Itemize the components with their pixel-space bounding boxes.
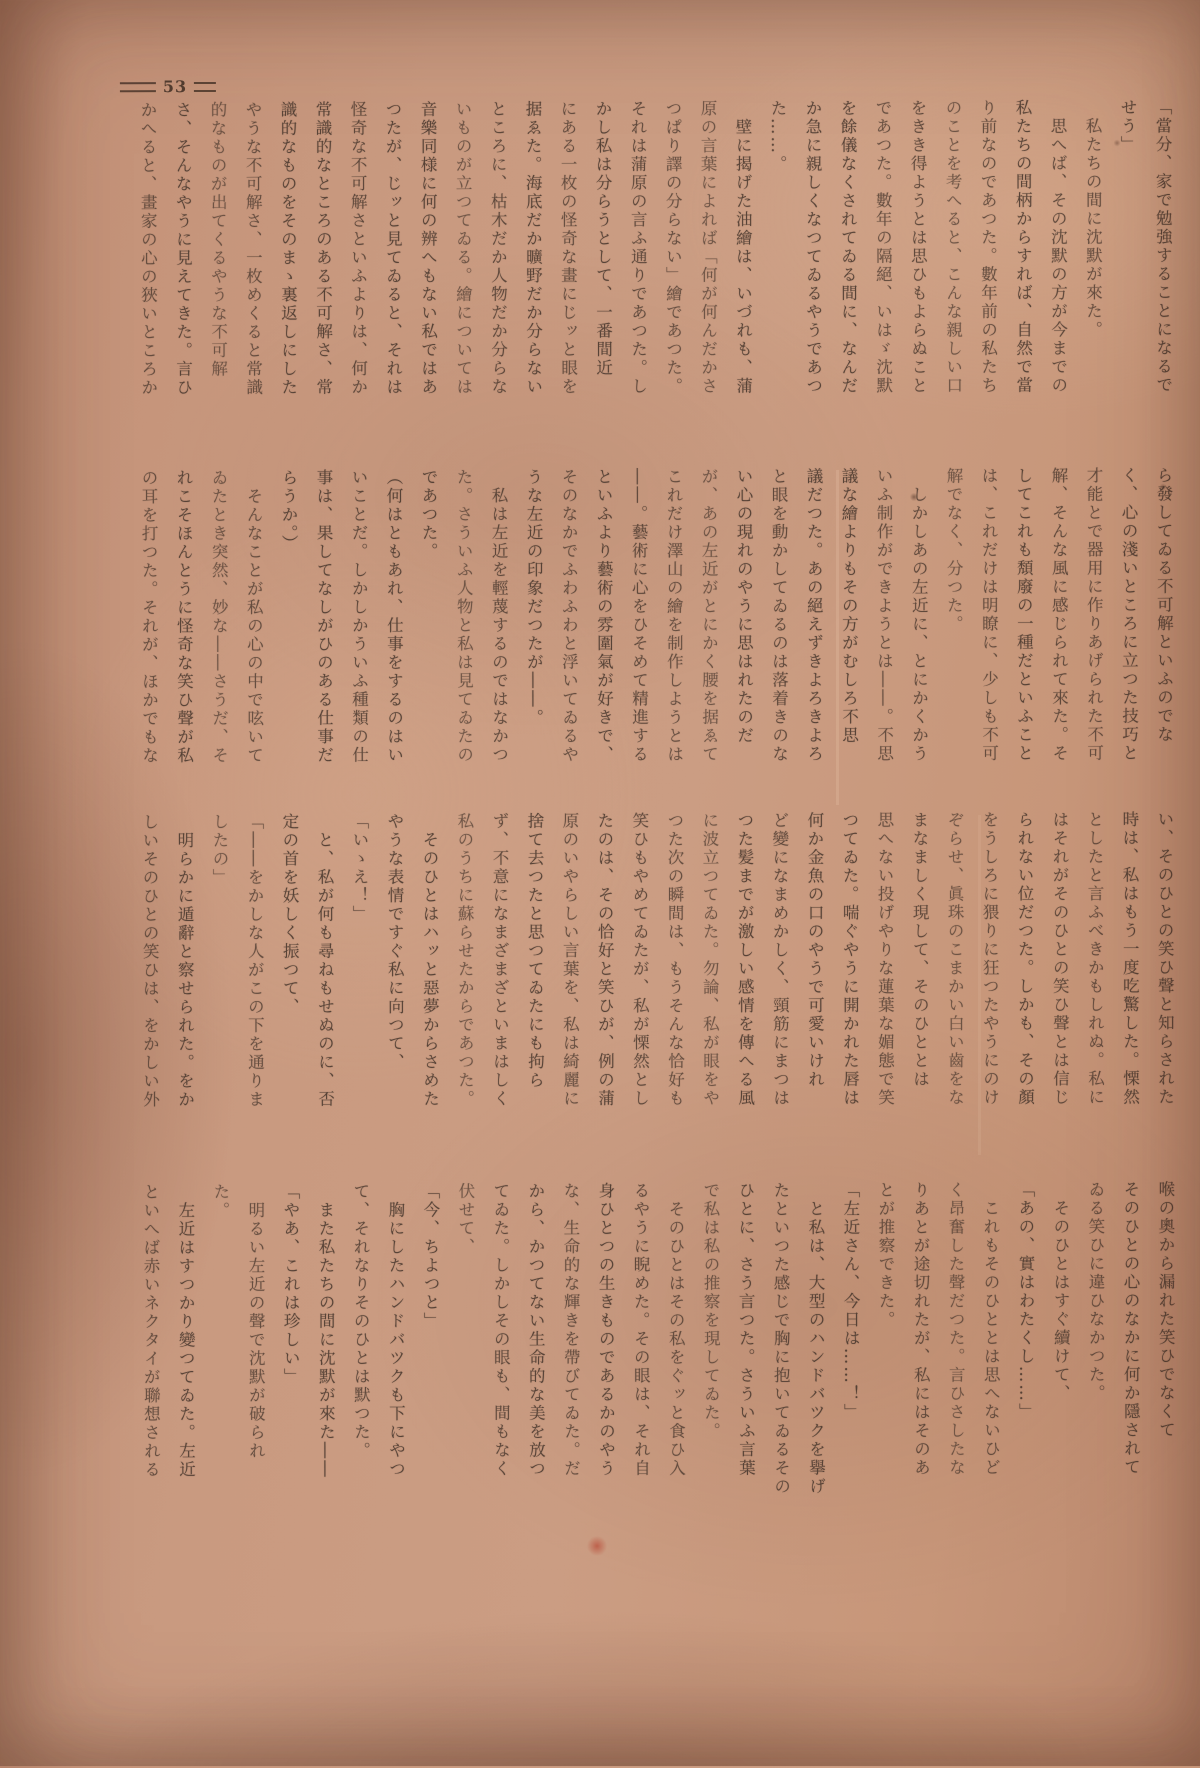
text-column: つた髪までが激しい感情を傳へる風 [734,811,755,1108]
text-column: いことだ。しかしかういふ種類の仕 [348,468,369,765]
text-column: ひとに、さう言つた。さういふ言葉 [735,1181,756,1478]
text-band-4 [133,1180,1184,1525]
text-column: 据ゑた。海底だか曠野だか分らない [522,100,543,397]
text-column: 私たちの間柄からすれば、自然で當 [1012,98,1033,395]
text-column: りあとが途切れたが、私にはそのあ [910,1181,931,1478]
text-column: と私は、大型のハンドバツクを擧げ [805,1181,826,1496]
page-number-value: 53 [162,77,188,97]
text-column: れこそほんとうに怪奇な笑ひ聲が私 [173,469,194,766]
text-column: 原のいやらしい言葉を、私は綺麗に [559,812,580,1109]
text-column: といへば赤いネクタイが聯想される [140,1183,161,1480]
text-column: 胸にしたハンドバツクも下にやつ [385,1182,406,1479]
text-column: そんなことが私の心の中で呟いて [243,468,264,765]
text-column: 思へない投げやりな蓮葉な媚態で笑 [874,811,895,1108]
text-column: 事は、果してなしがひのある仕事だ [313,468,334,765]
text-column: で私は私の推察を現してゐた。 [700,1181,721,1441]
text-column: のことを考へると、こんな親しい口 [942,99,963,396]
text-column: にある一枚の怪奇な畫にじッと眼を [557,100,578,397]
page-number [120,77,216,96]
text-column: また私たちの間に沈默が來た―― [315,1182,336,1479]
text-column: ぞらせ、眞珠のこまかい白い齒をな [944,811,965,1108]
text-column: ところに、枯木だか人物だか分らな [487,100,508,397]
text-column: そのひとはハッと惡夢からさめた [419,812,440,1109]
text-column: を餘儀なくされてゐる間に、なんだ [837,99,858,396]
text-column: 私たちの間に沈默が來た。 [1082,98,1103,340]
text-column: た。 [210,1182,230,1221]
text-column: 「當分、家で勉強することになるで [1152,98,1173,395]
text-column: つてゐた。喘ぐやうに開かれた唇は [839,811,860,1108]
text-column: た……。 [767,99,788,174]
text-column: の耳を打つた。それが、ほかでもな [138,469,159,766]
text-column: ら發してゐる不可解といふのでな [1153,466,1174,745]
text-column: 議な繪よりもその方がむしろ不思 [838,467,859,745]
text-column: やうな表情ですぐ私に向つて、 [384,812,405,1072]
text-column: さ、そんなやうに見えてきた。言ひ [172,101,193,398]
text-column: 的なものが出てくるやうな不可解 [207,100,228,379]
text-column: それは蒲原の言ふ通りであつた。し [627,99,648,396]
text-column: いふ制作ができようとは――。不思 [873,467,894,764]
text-column: 身ひとつの生きものであるかのやう [595,1181,616,1479]
text-column: か急に親しくなつてゐるやうであつ [802,99,823,396]
text-column: て、それなりそのひとは默つた。 [350,1182,371,1461]
text-column: つぱり譯の分らない」繪であつた。 [662,99,683,396]
text-column: してこれも頽廢の一種だといふこと [1013,466,1034,763]
text-column: たといつた感じで胸に抱いてゐるその [770,1181,791,1497]
text-column: 明らかに遁辭と察せられた。をか [174,813,195,1110]
text-column: 私のうちに蘇らせたからであつた。 [454,812,475,1109]
text-column: ず、不意になまざまざといまはしく [489,812,510,1109]
text-column: い心の現れのやうに思はれたのだ [733,467,754,746]
text-column: が、あの左近がとにかく腰を据ゑて [698,467,719,764]
text-column: 「やあ、これは珍しい」 [280,1182,301,1387]
text-column: く昂奮した聲だつた。言ひさしたな [945,1181,966,1478]
text-column: 才能とで器用に作りあげられた不可 [1083,466,1104,763]
text-column: 私は左近を輕蔑するのではなかつ [488,468,509,765]
text-column: これもそのひととは思へないひど [980,1180,1001,1478]
text-column: ――。藝術に心をひそめて精進する [628,467,649,764]
text-column: であつた。數年の隔絕、いはゞ沈默 [872,99,893,396]
page-number-rule-right [194,82,216,92]
text-column: から、かつてない生命的な美を放つ [525,1182,546,1479]
text-column: 常識的なところのある不可解さ、常 [312,100,333,397]
text-column: 議だつた。あの絕えずきよろきよろ [803,467,824,764]
text-column: らうか。） [278,468,299,554]
text-column: 「今、ちよつと」 [420,1182,441,1331]
text-column: 喉の奧から漏れた笑ひでなくて [1155,1180,1176,1440]
text-column: に波立つてゐた。勿論、私が眼をや [699,811,720,1108]
text-column: ゐたとき突然、妙な――さうだ、そ [208,468,229,766]
text-column: るやうに睨めた。その眼は、それ自 [630,1181,651,1478]
text-column: は、これだけは明瞭に、少しも不可 [978,466,999,764]
text-column: まなましく現して、そのひととは [909,811,930,1089]
text-column: な、生命的な輝きを帶びてゐた。だ [560,1182,581,1479]
text-column: 左近はすつかり變つてゐた。左近 [175,1183,196,1480]
text-column: 時は、私はもう一度吃驚した。慄然 [1119,810,1140,1107]
text-column: とが推察できた。 [875,1181,896,1330]
text-column: られない位だつた。しかも、その顏 [1014,810,1035,1107]
text-column: 原の言葉によれば「何が何んだかさ [697,99,718,396]
text-column: これだけ澤山の繪を制作しようとは [663,467,684,764]
text-column: つたが、じッと見てゐると、それは [382,100,403,397]
text-column: と、私が何も尋ねもせぬのに、否 [314,812,335,1109]
text-column: 怪奇な不可解さといふよりは、何か [347,100,368,397]
text-column: したの」 [209,812,230,888]
page-number-rule-left [120,82,156,92]
text-column: つた次の瞬間は、もうそんな恰好も [664,811,685,1108]
text-column: り前なのであつた。數年前の私たち [977,98,998,396]
text-column: をきき得ようとは思ひもよらぬこと [907,99,928,396]
text-column: 壁に揭げた油繪は、いづれも、蒲 [732,99,753,396]
text-column: 解、そんな風に感じられて來た。そ [1048,466,1069,763]
text-column: せう」 [1117,98,1138,155]
text-column: 何か金魚の口のやうで可愛いけれ [804,811,825,1089]
text-column: （何はともあれ、仕事をするのはい [383,468,404,765]
text-column: た。さういふ人物と私は見てゐたの [453,468,474,765]
text-band-2 [131,466,1182,811]
text-column: い、そのひとの笑ひ聲と知らされた [1154,810,1175,1107]
text-column: 「いゝえ！」 [349,812,370,924]
text-column: と眼を動かしてゐるのは落着きのな [768,467,789,764]
text-column: 「あの、實はわたくし……」 [1015,1180,1036,1422]
text-column: であつた。 [418,468,439,561]
text-band-3 [132,810,1183,1163]
text-column: そのなかでふわふわと浮いてゐるや [558,468,579,765]
text-column: 捨て去つたと思つてゐたにも拘ら [524,812,545,1090]
text-column: 「――をかしな人がこの下を通りま [244,812,265,1109]
text-column: かへると、畫家の心の狹いところか [137,101,158,398]
text-column: ゐる笑ひに違ひなかつた。 [1085,1180,1106,1403]
text-column: しいそのひとの笑ひは、をかしい外 [139,813,160,1110]
text-column: としたと言ふべきかもしれぬ。私に [1084,810,1105,1107]
text-column: 笑ひもやめてゐたが、私が慄然とし [629,811,650,1108]
text-column: 識的なものをそのまゝ裏返しにした [277,100,298,397]
text-column: うな左近の印象だつたが――。 [523,468,544,728]
text-column: といふより藝術の雰圍氣が好きで、 [593,467,614,765]
text-column: はそれがそのひとの笑ひ聲とは信じ [1049,810,1070,1107]
text-column: ど變になまめかしく、頸筋にまつは [769,811,790,1108]
text-column: いものが立つてゐる。繪については [452,100,473,397]
text-column: 定の首を妖しく振つて、 [279,812,300,1017]
text-column: をうしろに猥りに狂つたやうにのけ [979,810,1000,1108]
text-column: たのは、その恰好と笑ひが、例の蒲 [594,811,615,1109]
text-column: そのひとはすぐ續けて、 [1050,1180,1071,1403]
text-column: 思へば、その沈默の方が今までの [1047,98,1068,395]
text-column: 明るい左近の聲で沈默が破られ [245,1182,266,1461]
text-column: く、心の淺いところに立つた技巧と [1118,466,1139,763]
text-column: 「左近さん、今日は……！」 [840,1181,861,1422]
text-column: そのひとの心のなかに何か隱されて [1120,1180,1141,1477]
text-column: てゐた。しかしその眼も、間もなく [490,1182,511,1479]
text-band-1 [130,98,1181,459]
text-column: 伏せて、 [455,1182,475,1257]
text-column: やうな不可解さ、一枚めくると常識 [242,100,263,397]
text-column: しかしあの左近に、とにかくかう [908,467,929,764]
text-column: 音樂同様に何の辨へもない私ではあ [417,100,438,397]
text-column: 解でなく、分つた。 [943,467,964,634]
text-column: そのひとはその私をぐッと食ひ入 [665,1181,686,1478]
text-column: かし私は分らうとして、一番間近 [592,99,613,378]
